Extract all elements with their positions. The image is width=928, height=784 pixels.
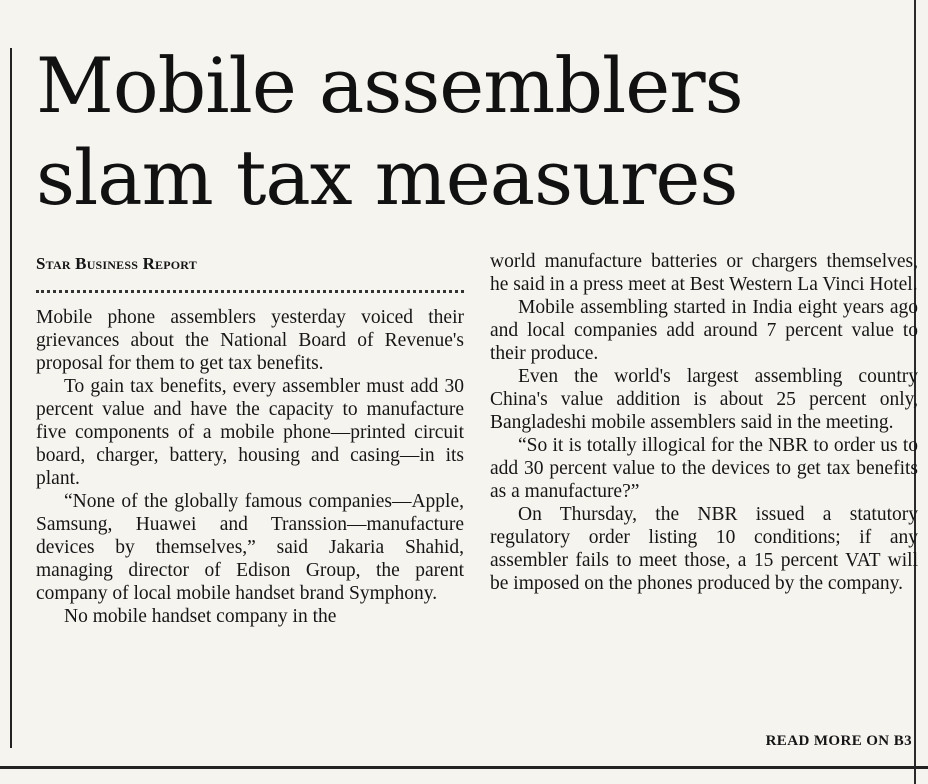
left-column-rule bbox=[10, 48, 12, 748]
paragraph: No mobile handset company in the bbox=[64, 606, 337, 627]
paragraph-continued: world manufacture batteries or chargers themselves, he said in a press meet at Best Western La Vinci Hotel. bbox=[490, 251, 918, 295]
paragraph: “None of the globally famous companies—Apple, Samsung, Huawei and Transsion—manufacture devices by themselves,” said Jakaria Shahid, managing director of Edison Group, the parent company of local mobile handset brand Symphony. bbox=[36, 491, 464, 604]
headline bbox=[36, 40, 886, 224]
paragraph: To gain tax benefits, every assembler must add 30 percent value and have the capacity to manufacture five components of a mobile phone—printed circuit board, charger, battery, housing and casing—in its plant. bbox=[36, 376, 464, 489]
headline-line-1: Mobile assemblers bbox=[36, 41, 743, 130]
read-more-link[interactable]: READ MORE ON B3 bbox=[765, 733, 912, 749]
headline-line-2: slam tax measures bbox=[36, 133, 738, 222]
paragraph: “So it is totally illogical for the NBR to order us to add 30 percent value to the devices to get tax benefits as a manufacture?” bbox=[490, 435, 918, 502]
paragraph: On Thursday, the NBR issued a statutory regulatory order listing 10 conditions; if any assembler fails to meet those, a 15 percent VAT will be imposed on the phones produced by the company. bbox=[490, 504, 918, 594]
article-column-left bbox=[36, 306, 464, 628]
byline: Star Business Report bbox=[36, 254, 197, 273]
bottom-rule bbox=[0, 766, 928, 769]
paragraph: Even the world's largest assembling country China's value addition is about 25 percent only, Bangladeshi mobile assemblers said in the meeting. bbox=[490, 366, 918, 433]
article-column-right bbox=[490, 250, 918, 595]
paragraph: Mobile phone assemblers yesterday voiced their grievances about the National Board of Revenue's proposal for them to get tax benefits. bbox=[36, 307, 464, 374]
paragraph: Mobile assembling started in India eight years ago and local companies add around 7 percent value to their produce. bbox=[490, 297, 918, 364]
dotted-separator bbox=[36, 290, 464, 293]
